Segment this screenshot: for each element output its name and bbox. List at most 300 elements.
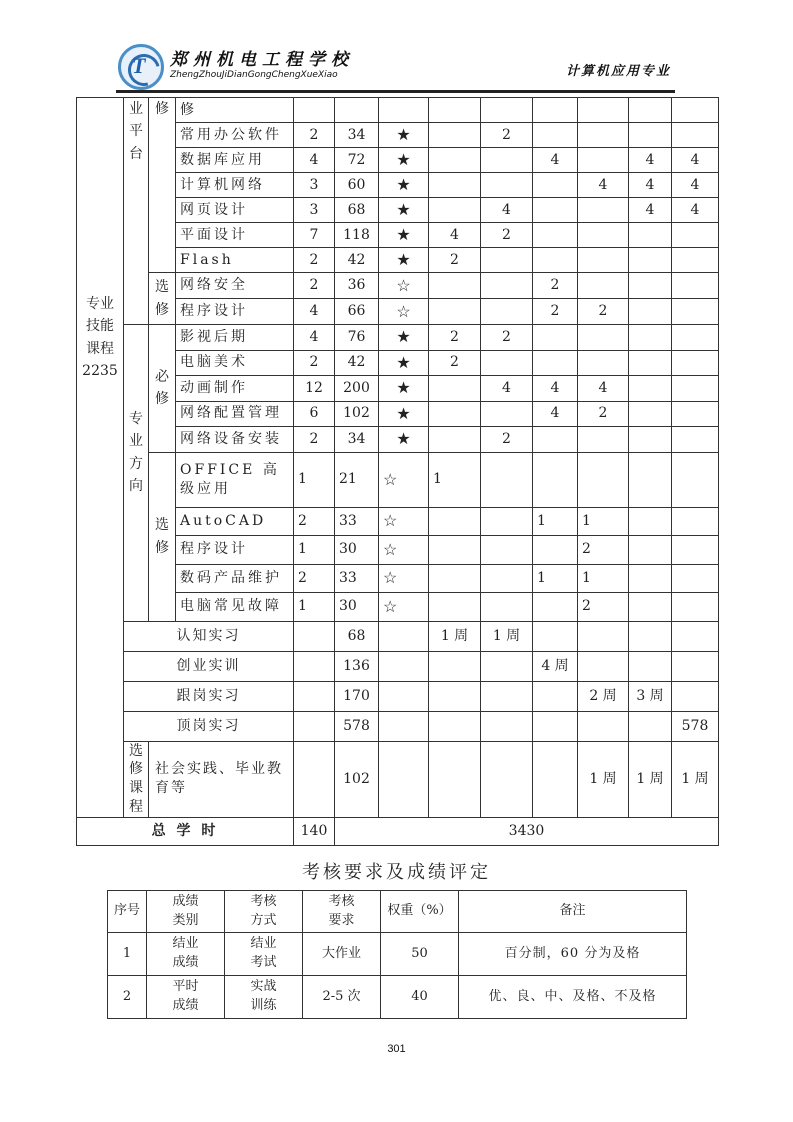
semester-3-hours — [533, 248, 578, 273]
requirement-text: 2-5 次 — [322, 988, 361, 1004]
semester-2-hours — [481, 248, 533, 273]
weight-text: 50 — [411, 945, 428, 961]
table-row — [77, 98, 719, 123]
school-name-en: ZhengZhouJiDianGongChengXueXiao — [170, 70, 338, 80]
semester-5-hours — [629, 564, 672, 593]
practice-name: 跟岗实习 — [124, 681, 294, 711]
assessment-requirement — [303, 933, 381, 976]
table-row — [77, 651, 719, 681]
practice-name: 创业实训 — [124, 651, 294, 681]
hours: 102 — [335, 741, 379, 818]
assessment-table — [107, 890, 687, 1019]
required-star-icon: ★ — [379, 427, 429, 453]
required-star-icon: ★ — [379, 148, 429, 173]
semester-1-hours: 1 — [429, 452, 481, 507]
table-row — [77, 711, 719, 741]
semester-6-hours — [672, 376, 719, 402]
credits — [294, 741, 335, 818]
course-name: 动画制作 — [176, 376, 294, 402]
total-row — [77, 818, 719, 846]
row-number-text: 1 — [122, 945, 132, 961]
semester-6-hours — [672, 564, 719, 593]
weight — [381, 933, 459, 976]
grade-category-line: 成绩 — [172, 998, 199, 1013]
semester-4-hours: 2 — [578, 593, 629, 622]
hours: 30 — [335, 593, 379, 622]
semester-1-hours — [429, 273, 481, 299]
semester-4-hours: 4 — [578, 376, 629, 402]
semester-2-hours: 2 — [481, 223, 533, 248]
semester-4-hours — [578, 123, 629, 148]
column-header — [381, 891, 459, 933]
hours: 60 — [335, 173, 379, 198]
course-name: 电脑美术 — [176, 350, 294, 376]
semester-6-weeks: 578 — [672, 711, 719, 741]
credits: 4 — [294, 299, 335, 325]
vertical-label-char: 业 — [129, 101, 143, 117]
header-divider — [116, 90, 675, 93]
semester-5-hours — [629, 248, 672, 273]
column-header-line: 备注 — [559, 903, 586, 919]
semester-3-hours — [533, 593, 578, 622]
semester-2-hours — [481, 148, 533, 173]
course-type — [379, 621, 429, 651]
credits: 6 — [294, 401, 335, 427]
semester-2-hours — [481, 536, 533, 565]
required-star-icon: ★ — [379, 198, 429, 223]
course-name: 数码产品维护 — [176, 564, 294, 593]
elective-star-icon: ☆ — [379, 564, 429, 593]
semester-2-weeks: 1 周 — [481, 621, 533, 651]
vertical-label-char: 平 — [129, 123, 143, 140]
semester-3-hours: 2 — [533, 299, 578, 325]
semester-4-weeks: 1 周 — [578, 741, 629, 818]
course-type — [379, 711, 429, 741]
hours: 170 — [335, 681, 379, 711]
hours: 118 — [335, 223, 379, 248]
semester-3-hours: 1 — [533, 564, 578, 593]
semester-5-hours — [629, 98, 672, 123]
hours — [335, 98, 379, 123]
assessment-method — [225, 976, 303, 1019]
course-type — [379, 741, 429, 818]
semester-1-hours: 4 — [429, 223, 481, 248]
semester-5-hours: 4 — [629, 173, 672, 198]
elective-label — [149, 273, 176, 325]
semester-4-hours — [578, 148, 629, 173]
semester-2-weeks — [481, 681, 533, 711]
credits: 2 — [294, 123, 335, 148]
semester-6-hours — [672, 299, 719, 325]
total-hours: 3430 — [335, 818, 719, 846]
semester-5-hours — [629, 452, 672, 507]
vertical-label-char: 业 — [129, 433, 143, 450]
total-label: 总 学 时 — [77, 818, 294, 846]
semester-3-hours: 4 — [533, 376, 578, 402]
required-label — [149, 325, 176, 453]
semester-1-hours: 2 — [429, 350, 481, 376]
elective-course-label — [124, 741, 149, 818]
semester-5-hours: 4 — [629, 148, 672, 173]
semester-4-hours — [578, 98, 629, 123]
semester-4-weeks: 2 周 — [578, 681, 629, 711]
semester-3-weeks: 4 周 — [533, 651, 578, 681]
vertical-label-char: 向 — [129, 478, 143, 495]
semester-4-hours: 2 — [578, 536, 629, 565]
table-row — [77, 273, 719, 299]
semester-2-hours: 2 — [481, 427, 533, 453]
semester-5-weeks — [629, 651, 672, 681]
semester-3-hours — [533, 350, 578, 376]
credits — [294, 681, 335, 711]
semester-2-hours — [481, 273, 533, 299]
column-header-line: 序号 — [113, 903, 140, 919]
course-name: AutoCAD — [176, 507, 294, 536]
group-label-professional-skills — [77, 98, 124, 818]
semester-1-weeks — [429, 741, 481, 818]
semester-4-hours — [578, 223, 629, 248]
credits: 4 — [294, 148, 335, 173]
semester-2-weeks — [481, 651, 533, 681]
credits: 1 — [294, 536, 335, 565]
hours: 578 — [335, 711, 379, 741]
practice-name: 认知实习 — [124, 621, 294, 651]
semester-3-hours — [533, 325, 578, 351]
semester-3-hours — [533, 198, 578, 223]
hours: 36 — [335, 273, 379, 299]
semester-3-hours — [533, 427, 578, 453]
semester-2-hours — [481, 173, 533, 198]
elective-star-icon: ☆ — [379, 536, 429, 565]
semester-4-hours — [578, 248, 629, 273]
hours: 76 — [335, 325, 379, 351]
semester-1-weeks — [429, 711, 481, 741]
elective-star-icon: ☆ — [379, 593, 429, 622]
hours: 42 — [335, 248, 379, 273]
table-row — [77, 325, 719, 351]
assessment-title: 考核要求及成绩评定 — [302, 862, 491, 883]
semester-4-hours: 2 — [578, 401, 629, 427]
required-star-icon: ★ — [379, 223, 429, 248]
hours: 21 — [335, 452, 379, 507]
note-text: 百分制，60 分为及格 — [504, 945, 641, 961]
semester-6-hours — [672, 536, 719, 565]
hours: 66 — [335, 299, 379, 325]
required-star-icon: ★ — [379, 173, 429, 198]
hours: 34 — [335, 427, 379, 453]
note-text: 优、良、中、及格、不及格 — [488, 988, 657, 1004]
note — [459, 976, 687, 1019]
hours: 68 — [335, 621, 379, 651]
semester-5-hours — [629, 593, 672, 622]
semester-3-hours — [533, 223, 578, 248]
semester-1-weeks — [429, 651, 481, 681]
semester-1-weeks: 1 周 — [429, 621, 481, 651]
semester-5-hours — [629, 507, 672, 536]
semester-2-weeks — [481, 711, 533, 741]
semester-1-hours: 2 — [429, 325, 481, 351]
semester-6-hours — [672, 401, 719, 427]
required-star-icon: ★ — [379, 376, 429, 402]
curriculum-table — [76, 97, 719, 846]
course-name: 计算机网络 — [176, 173, 294, 198]
semester-6-hours — [672, 593, 719, 622]
elective-star-icon: ☆ — [379, 273, 429, 299]
hours: 33 — [335, 564, 379, 593]
semester-5-hours — [629, 350, 672, 376]
hours: 102 — [335, 401, 379, 427]
credits: 3 — [294, 198, 335, 223]
semester-5-hours — [629, 536, 672, 565]
column-header-line: 要求 — [328, 912, 355, 928]
column-header — [303, 891, 381, 933]
semester-1-hours — [429, 198, 481, 223]
semester-5-hours: 4 — [629, 198, 672, 223]
school-logo-icon — [118, 44, 164, 90]
semester-4-hours: 1 — [578, 507, 629, 536]
grade-category-line: 平时 — [172, 979, 199, 995]
semester-2-hours — [481, 299, 533, 325]
elective-course-label-line: 课程 — [129, 780, 143, 816]
semester-3-hours: 1 — [533, 507, 578, 536]
semester-3-weeks — [533, 741, 578, 818]
semester-6-hours — [672, 325, 719, 351]
semester-1-hours — [429, 593, 481, 622]
credits — [294, 98, 335, 123]
semester-2-hours: 4 — [481, 198, 533, 223]
group-label-line: 2235 — [82, 362, 118, 379]
semester-3-hours: 4 — [533, 148, 578, 173]
elective-star-icon: ☆ — [379, 452, 429, 507]
required-star-icon: ★ — [379, 401, 429, 427]
required-label — [149, 98, 176, 273]
semester-4-hours — [578, 198, 629, 223]
semester-6-weeks: 1 周 — [672, 741, 719, 818]
semester-4-hours: 2 — [578, 299, 629, 325]
semester-3-hours: 4 — [533, 401, 578, 427]
semester-4-weeks — [578, 651, 629, 681]
column-header-line: 成绩 — [172, 893, 199, 909]
semester-2-hours: 4 — [481, 376, 533, 402]
semester-2-weeks — [481, 741, 533, 818]
table-row — [77, 452, 719, 507]
page-number: 301 — [387, 1043, 406, 1055]
table-row — [77, 741, 719, 818]
required-star-icon: ★ — [379, 248, 429, 273]
column-header-line: 考核 — [250, 893, 277, 909]
semester-5-hours — [629, 299, 672, 325]
assessment-method-line: 训练 — [250, 998, 277, 1013]
course-name: 网络设备安装 — [176, 427, 294, 453]
semester-2-hours — [481, 98, 533, 123]
column-header — [459, 891, 687, 933]
semester-5-weeks: 1 周 — [629, 741, 672, 818]
semester-4-weeks — [578, 621, 629, 651]
semester-1-hours — [429, 299, 481, 325]
required-star-icon: ★ — [379, 123, 429, 148]
course-name: 网络安全 — [176, 273, 294, 299]
required-label-text: 必修 — [155, 368, 169, 408]
elective-label — [149, 452, 176, 621]
school-name-cn: 郑州机电工程学校 — [170, 50, 354, 70]
credits: 1 — [294, 452, 335, 507]
course-name: 网络配置管理 — [176, 401, 294, 427]
semester-4-hours: 1 — [578, 564, 629, 593]
credits: 4 — [294, 325, 335, 351]
semester-6-weeks — [672, 621, 719, 651]
hours: 30 — [335, 536, 379, 565]
semester-2-hours: 2 — [481, 325, 533, 351]
grade-category — [147, 933, 225, 976]
grade-category-line: 成绩 — [172, 955, 199, 970]
semester-5-hours — [629, 376, 672, 402]
course-name: 平面设计 — [176, 223, 294, 248]
assessment-header-row — [108, 891, 687, 933]
hours: 72 — [335, 148, 379, 173]
vertical-label-char: 方 — [129, 455, 143, 472]
direction-label — [124, 325, 149, 622]
required-star-icon: ★ — [379, 350, 429, 376]
semester-5-weeks — [629, 711, 672, 741]
credits — [294, 621, 335, 651]
credits: 3 — [294, 173, 335, 198]
credits — [294, 711, 335, 741]
semester-2-hours — [481, 593, 533, 622]
credits: 2 — [294, 273, 335, 299]
semester-5-hours — [629, 273, 672, 299]
semester-6-hours — [672, 507, 719, 536]
credits: 2 — [294, 507, 335, 536]
hours: 33 — [335, 507, 379, 536]
semester-6-weeks — [672, 681, 719, 711]
hours: 200 — [335, 376, 379, 402]
hours: 68 — [335, 198, 379, 223]
column-header-line: 权重（%） — [387, 903, 452, 919]
elective-course-label-line: 选修 — [129, 742, 143, 778]
assessment-method-line: 考试 — [250, 955, 277, 970]
elective-star-icon: ☆ — [379, 299, 429, 325]
semester-3-hours — [533, 173, 578, 198]
course-name: Flash — [176, 248, 294, 273]
semester-6-hours: 4 — [672, 173, 719, 198]
semester-2-hours: 2 — [481, 123, 533, 148]
semester-4-hours — [578, 350, 629, 376]
semester-2-hours — [481, 564, 533, 593]
semester-5-weeks: 3 周 — [629, 681, 672, 711]
semester-4-hours — [578, 325, 629, 351]
semester-3-hours — [533, 123, 578, 148]
semester-6-hours: 4 — [672, 148, 719, 173]
assessment-method-line: 结业 — [250, 936, 277, 952]
course-name: 影视后期 — [176, 325, 294, 351]
semester-1-hours: 2 — [429, 248, 481, 273]
semester-1-hours — [429, 148, 481, 173]
column-header-line: 考核 — [328, 893, 355, 909]
course-name: 网页设计 — [176, 198, 294, 223]
course-name: 社会实践、毕业教育等 — [149, 741, 294, 818]
column-header — [108, 891, 147, 933]
semester-3-hours — [533, 98, 578, 123]
semester-1-hours — [429, 536, 481, 565]
row-number-text: 2 — [122, 988, 132, 1004]
course-name: OFFICE 高级应用 — [176, 452, 294, 507]
semester-1-hours — [429, 507, 481, 536]
semester-5-hours — [629, 401, 672, 427]
column-header — [147, 891, 225, 933]
grade-category-line: 结业 — [172, 936, 199, 952]
credits: 7 — [294, 223, 335, 248]
column-header — [225, 891, 303, 933]
platform-label — [124, 98, 149, 325]
note — [459, 933, 687, 976]
semester-3-weeks — [533, 681, 578, 711]
semester-1-hours — [429, 401, 481, 427]
credits: 1 — [294, 593, 335, 622]
required-label-char: 修 — [155, 101, 169, 117]
assessment-requirement — [303, 976, 381, 1019]
semester-4-hours: 4 — [578, 173, 629, 198]
total-credits: 140 — [294, 818, 335, 846]
semester-6-hours — [672, 223, 719, 248]
practice-name: 顶岗实习 — [124, 711, 294, 741]
semester-2-hours — [481, 401, 533, 427]
semester-6-hours: 4 — [672, 198, 719, 223]
semester-1-hours — [429, 564, 481, 593]
hours: 34 — [335, 123, 379, 148]
semester-6-hours — [672, 452, 719, 507]
table-row — [108, 976, 687, 1019]
assessment-method-line: 实战 — [250, 979, 277, 995]
table-row — [77, 681, 719, 711]
semester-2-hours — [481, 452, 533, 507]
course-name: 常用办公软件 — [176, 123, 294, 148]
semester-6-hours — [672, 350, 719, 376]
semester-6-hours — [672, 427, 719, 453]
credits: 2 — [294, 248, 335, 273]
hours: 136 — [335, 651, 379, 681]
semester-4-hours — [578, 273, 629, 299]
elective-star-icon: ☆ — [379, 507, 429, 536]
hours: 42 — [335, 350, 379, 376]
course-name: 数据库应用 — [176, 148, 294, 173]
semester-2-hours — [481, 507, 533, 536]
credits: 2 — [294, 564, 335, 593]
vertical-label-char: 台 — [129, 145, 143, 162]
semester-6-hours — [672, 123, 719, 148]
semester-3-weeks — [533, 711, 578, 741]
elective-label-text: 选修 — [155, 279, 169, 318]
requirement-text: 大作业 — [321, 945, 361, 961]
semester-5-hours — [629, 325, 672, 351]
credits — [294, 651, 335, 681]
semester-6-weeks — [672, 651, 719, 681]
group-label-line: 技能 — [86, 318, 114, 335]
course-name: 修 — [176, 98, 294, 123]
table-row — [108, 933, 687, 976]
assessment-method — [225, 933, 303, 976]
weight — [381, 976, 459, 1019]
elective-label-text: 选修 — [155, 517, 169, 556]
group-label-line: 专业 — [86, 295, 114, 312]
semester-1-hours — [429, 427, 481, 453]
semester-3-weeks — [533, 621, 578, 651]
required-star-icon: ★ — [379, 325, 429, 351]
semester-6-hours — [672, 273, 719, 299]
group-label-line: 课程 — [86, 340, 114, 357]
grade-category — [147, 976, 225, 1019]
weight-text: 40 — [411, 988, 428, 1004]
credits: 2 — [294, 427, 335, 453]
